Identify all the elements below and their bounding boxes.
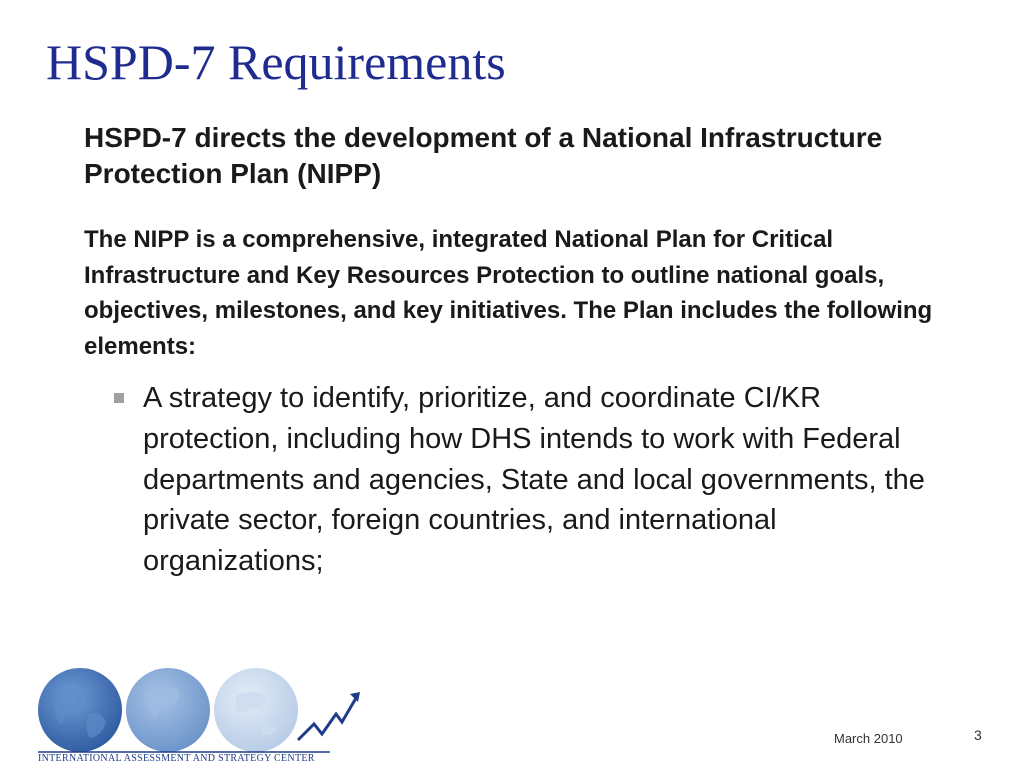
bullet-list <box>114 378 964 582</box>
organization-logo <box>30 662 360 766</box>
globe-icon <box>214 668 298 752</box>
slide-paragraph: The NIPP is a comprehensive, integrated National Plan for Critical Infrastructure and Key Resources Protection to outline national goals, objectives, milestones, and key initiatives. The Plan includes the following elements: <box>84 226 933 360</box>
page-number: 3 <box>974 727 982 743</box>
square-bullet-icon <box>114 393 124 403</box>
list-item <box>114 378 964 582</box>
slide-title: HSPD-7 Requirements <box>46 34 506 90</box>
footer-date: March 2010 <box>834 731 903 746</box>
organization-name: INTERNATIONAL ASSESSMENT AND STRATEGY CENTER <box>38 753 315 764</box>
bullet-text: A strategy to identify, prioritize, and coordinate CI/KR protection, including how DHS intends to work with Federal departments and agencies, State and local governments, the private sector, foreign countries, and international organizations; <box>143 382 925 578</box>
globe-icon <box>126 668 210 752</box>
rising-arrow-icon <box>298 698 356 740</box>
globe-icon <box>38 668 122 752</box>
slide-heading: HSPD-7 directs the development of a National Infrastructure Protection Plan (NIPP) <box>84 122 883 189</box>
